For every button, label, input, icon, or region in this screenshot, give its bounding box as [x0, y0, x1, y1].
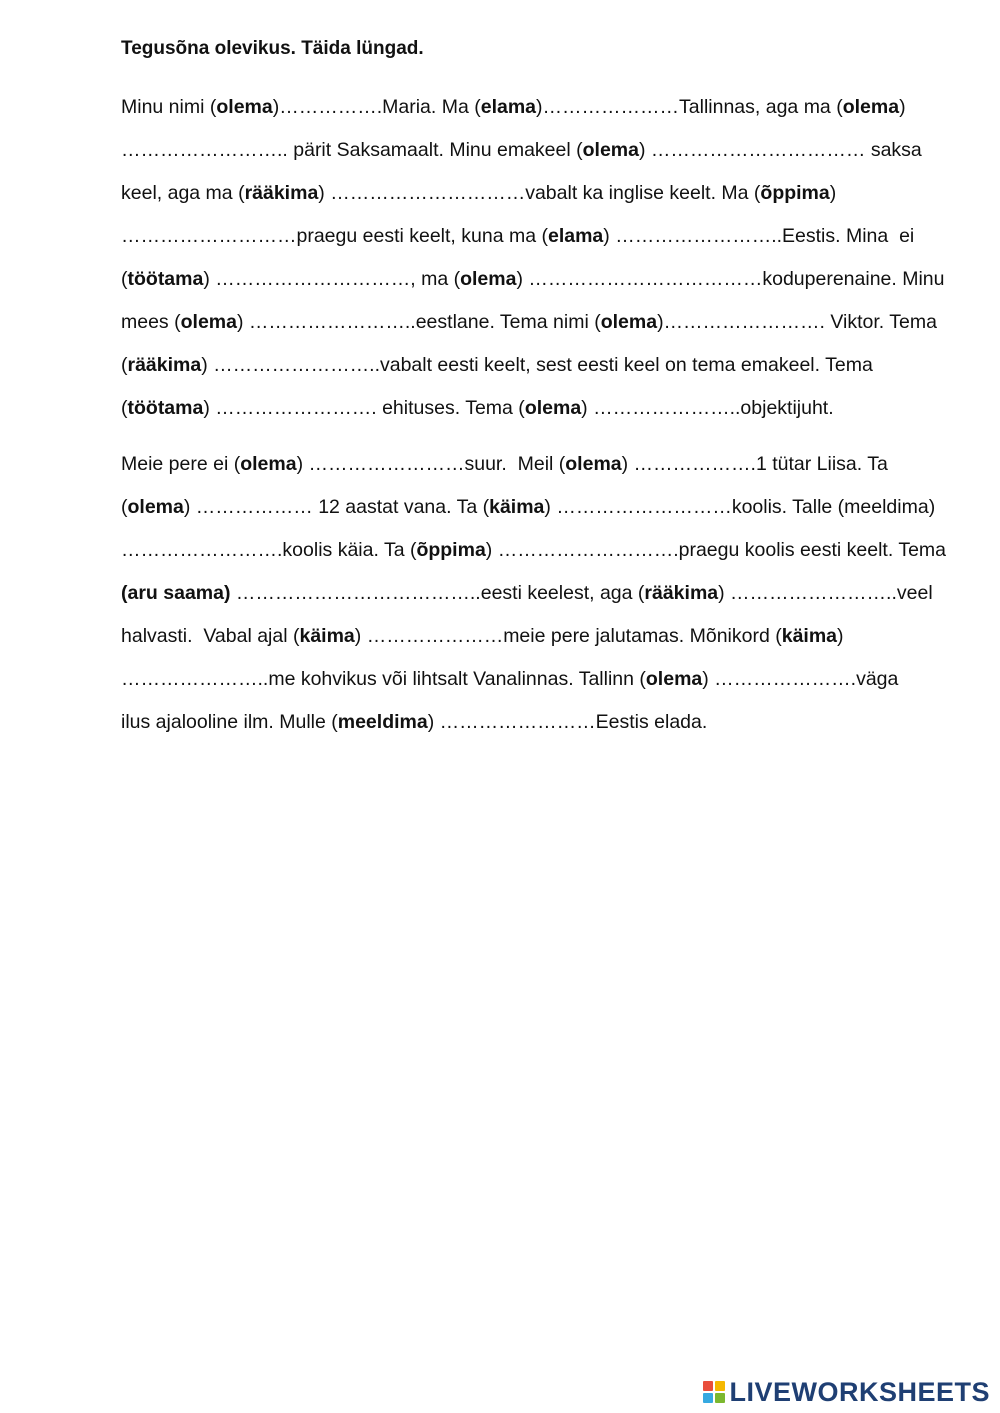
text-segment: halvasti. Vabal ajal (	[121, 625, 300, 647]
text-segment: Meie pere ei (	[121, 453, 241, 475]
text-segment: ) ………………………koolis. Talle (meeldima)	[544, 496, 936, 518]
text-line	[121, 576, 951, 619]
text-segment: )	[837, 625, 844, 647]
worksheet-title: Tegusõna olevikus. Täida lüngad.	[121, 38, 424, 59]
verb-hint: töötama	[127, 268, 204, 290]
verb-hint: käima	[299, 625, 355, 647]
text-segment: …………………….koolis käia. Ta (	[121, 539, 417, 561]
verb-hint: rääkima	[644, 582, 719, 604]
text-segment: (	[121, 496, 128, 518]
text-line	[121, 662, 951, 705]
verb-hint: käima	[781, 625, 838, 647]
text-segment: )…………………Tallinnas, aga ma (	[536, 96, 843, 118]
text-segment: )…………….Maria. Ma (	[272, 96, 481, 118]
logo-block-red	[703, 1381, 713, 1391]
text-segment: ) ………………………………koduperenaine. Minu	[516, 268, 945, 290]
verb-hint: (aru saama)	[121, 582, 231, 604]
text-segment: ………………………praegu eesti keelt, kuna ma (	[121, 225, 548, 247]
text-segment: mees (	[121, 311, 181, 333]
text-segment: )	[829, 182, 837, 204]
verb-hint: elama	[480, 96, 537, 118]
verb-hint: meeldima	[337, 711, 428, 733]
text-line	[121, 348, 951, 391]
verb-hint: olema	[600, 311, 658, 333]
text-segment: (	[121, 397, 128, 419]
text-line	[121, 447, 951, 490]
text-segment: ) …………………………, ma (	[203, 268, 461, 290]
verb-hint: õppima	[416, 539, 486, 561]
logo-block-green	[715, 1393, 725, 1403]
verb-hint: käima	[489, 496, 545, 518]
verb-hint: olema	[524, 397, 582, 419]
text-segment: ) …………………meie pere jalutamas. Mõnikord (	[354, 625, 782, 647]
verb-hint: olema	[582, 139, 639, 161]
verb-hint: olema	[460, 268, 517, 290]
text-segment: …………………..me kohvikus või lihtsalt Vanalinnas. Tallinn (	[121, 668, 646, 690]
text-segment: ) ……………….1 tütar Liisa. Ta	[621, 453, 888, 475]
text-segment: ) ……………………..Eestis. Mina ei	[603, 225, 915, 247]
text-segment: …………………….. pärit Saksamaalt. Minu emakeel (	[121, 139, 583, 161]
verb-hint: olema	[842, 96, 900, 118]
text-line	[121, 219, 951, 262]
text-segment: ) ………………….väga	[702, 668, 899, 690]
text-segment: ) ……………………..eestlane. Tema nimi (	[236, 311, 601, 333]
text-segment: ) ……………………Eestis elada.	[427, 711, 708, 733]
liveworksheets-logo	[703, 1377, 990, 1407]
paragraph-1	[121, 90, 951, 434]
text-line	[121, 262, 951, 305]
text-segment: )……………………. Viktor. Tema	[657, 311, 937, 333]
text-segment: )	[899, 96, 906, 118]
liveworksheets-logo-icon	[703, 1381, 725, 1403]
text-segment: ) ……………………..vabalt eesti keelt, sest eesti keel on tema emakeel. Tema	[201, 354, 873, 376]
text-line	[121, 619, 951, 662]
text-segment: ) ……………………. ehituses. Tema (	[203, 397, 525, 419]
verb-hint: olema	[180, 311, 237, 333]
paragraph-2	[121, 447, 951, 748]
text-line	[121, 533, 951, 576]
verb-hint: olema	[240, 453, 297, 475]
text-segment: (	[121, 268, 128, 290]
text-segment: ………………………………..eesti keelest, aga (	[230, 582, 645, 604]
verb-hint: töötama	[127, 397, 204, 419]
verb-hint: rääkima	[127, 354, 202, 376]
verb-hint: olema	[565, 453, 622, 475]
text-line	[121, 90, 951, 133]
verb-hint: olema	[216, 96, 273, 118]
text-line	[121, 391, 951, 434]
verb-hint: elama	[547, 225, 604, 247]
text-line	[121, 133, 951, 176]
text-segment: ilus ajalooline ilm. Mulle (	[121, 711, 338, 733]
logo-block-blue	[703, 1393, 713, 1403]
text-line	[121, 705, 951, 748]
text-segment: ) …………………………… saksa	[638, 139, 922, 161]
text-segment: ) …………………………vabalt ka inglise keelt. Ma (	[318, 182, 761, 204]
text-segment: (	[121, 354, 128, 376]
text-segment: ) ……………………….praegu koolis eesti keelt. Tema	[485, 539, 946, 561]
text-segment: keel, aga ma (	[121, 182, 245, 204]
text-line	[121, 176, 951, 219]
verb-hint: rääkima	[244, 182, 319, 204]
verb-hint: olema	[645, 668, 703, 690]
text-segment: ) ……………………..veel	[718, 582, 933, 604]
verb-hint: olema	[127, 496, 184, 518]
text-segment: ) ……………… 12 aastat vana. Ta (	[183, 496, 490, 518]
text-segment: Minu nimi (	[121, 96, 217, 118]
brand-name: LIVEWORKSHEETS	[729, 1377, 990, 1407]
verb-hint: õppima	[760, 182, 830, 204]
text-segment: ) ……………………suur. Meil (	[296, 453, 566, 475]
text-segment: ) …………………..objektijuht.	[581, 397, 834, 419]
text-line	[121, 490, 951, 533]
text-line	[121, 305, 951, 348]
logo-block-yellow	[715, 1381, 725, 1391]
